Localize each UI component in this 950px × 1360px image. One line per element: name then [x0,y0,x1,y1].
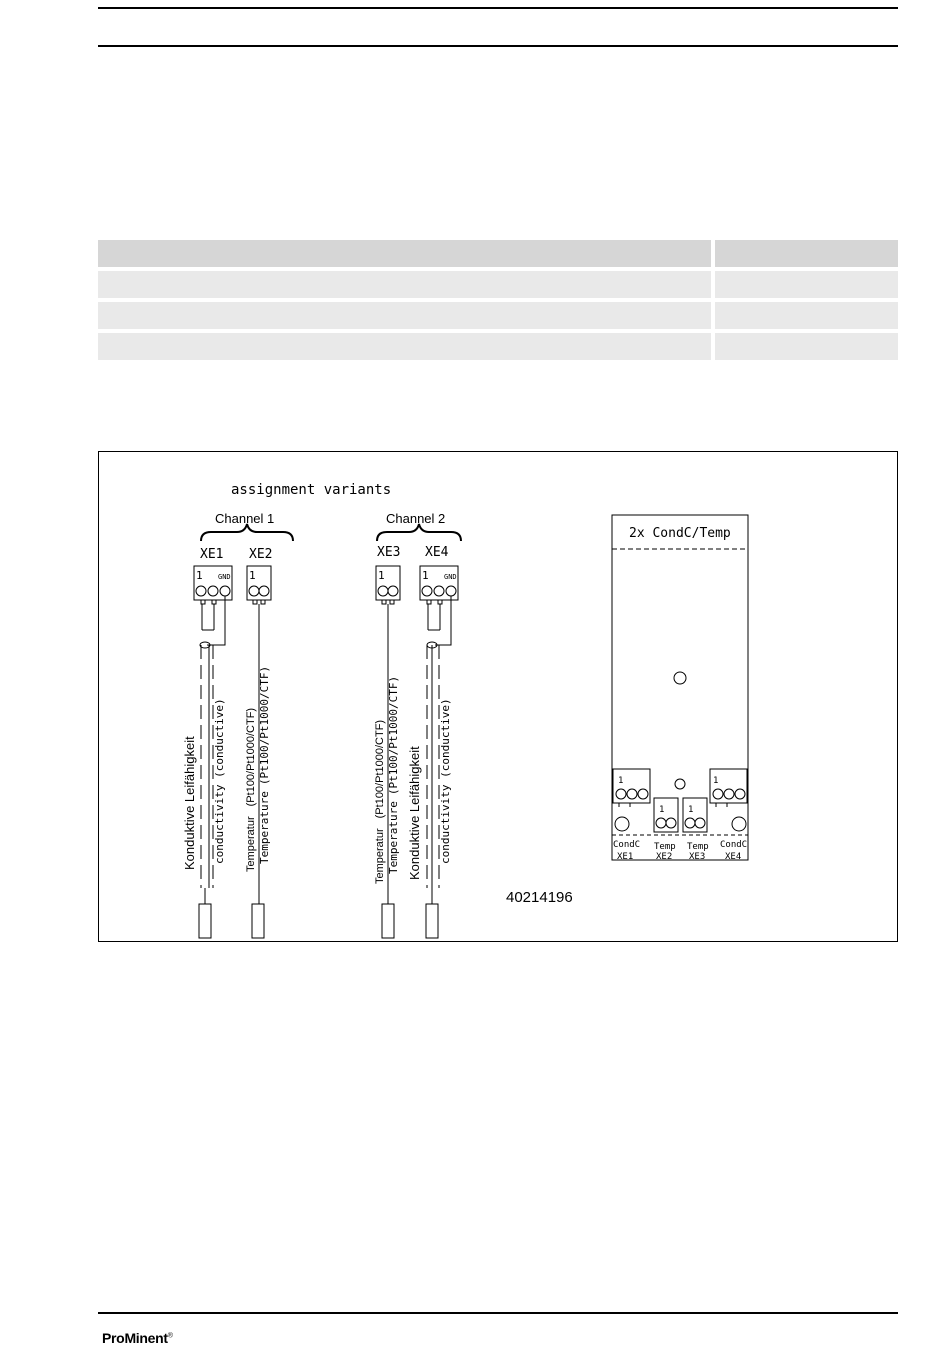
xe1-gnd: GND [218,573,231,581]
svg-text:1: 1 [618,776,624,786]
header-rule-bottom [98,45,898,47]
xe2-pin1: 1 [249,569,256,582]
terminal-xe2-label: XE2 [249,547,273,562]
xe3-sensor [382,904,394,938]
terminal-xe3-label: XE3 [377,545,401,560]
board-xe3-label: XE3 [689,852,706,862]
footer-rule [98,1312,898,1314]
xe4-label-de: Konduktive Leifähigkeit [407,746,422,880]
board-mounting-hole [674,672,686,684]
xe2-sensor [252,904,264,938]
board-xe4-label: XE4 [725,852,742,862]
xe2-label-de: Temperatur(Pt100/Pt1000/CTF) [245,707,257,872]
header-rule-top [98,7,898,9]
xe3-label-de: Temperatur(Pt100/Pt1000/CTF) [374,719,386,884]
svg-text:1: 1 [688,805,694,815]
board-xe3-type: Temp [687,842,709,852]
xe1-label-en: conductivity (conductive) [213,698,226,864]
channel1-label: Channel 1 [215,511,275,526]
xe4-gnd: GND [444,573,457,581]
board-xe2-type: Temp [654,842,676,852]
xe4-label-en: conductivity (conductive) [439,698,452,864]
table-header-cell [98,240,711,267]
part-number: 40214196 [506,889,573,906]
table-header-row [98,240,898,267]
board-xe1-label: XE1 [617,852,634,862]
channel2-label: Channel 2 [386,511,446,526]
xe1-sensor [199,904,211,938]
board-xe1-type: CondC [613,840,641,850]
board-xe2-label: XE2 [656,852,673,862]
table-cell [715,302,898,329]
channel2-brace [377,524,461,541]
board-title: 2x CondC/Temp [629,526,731,541]
table-cell [715,333,898,360]
table-cell [715,271,898,298]
prominent-logo: ProMinent® [102,1330,173,1346]
table-row [98,302,898,329]
table-row [98,271,898,298]
table-cell [98,271,711,298]
table-header-cell [715,240,898,267]
xe2-label-en: Temperature(Pt100/Pt1000/CTF) [258,665,271,864]
xe1-label-de: Konduktive Leifähigkeit [182,736,197,870]
xe1-pin1: 1 [196,569,203,582]
board-xe4-type: CondC [720,840,748,850]
table-cell [98,333,711,360]
svg-text:1: 1 [659,805,665,815]
xe4-pin1: 1 [422,569,429,582]
xe3-label-en: Temperature(Pt100/Pt1000/CTF) [387,675,400,874]
terminal-xe1-label: XE1 [200,547,224,562]
xe3-pin1: 1 [378,569,385,582]
channel1-brace [201,524,293,541]
svg-text:1: 1 [713,776,719,786]
table-cell [98,302,711,329]
figure-heading: assignment variants [231,482,392,498]
board-outline [612,515,748,860]
board-small-hole [675,779,685,789]
wiring-diagram [99,452,899,943]
wiring-figure [98,451,898,942]
terminal-xe4-label: XE4 [425,545,449,560]
table-row [98,333,898,360]
xe4-sensor [426,904,438,938]
